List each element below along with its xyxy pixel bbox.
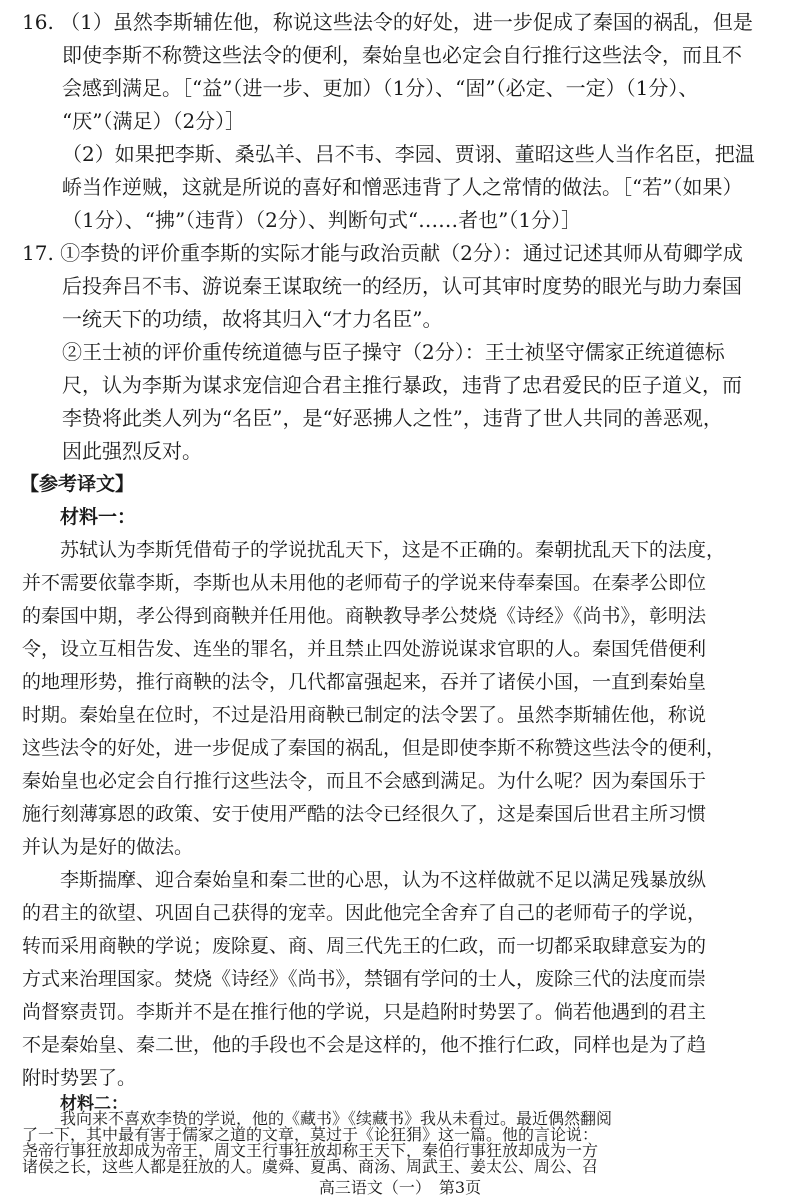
material1-line-9: 施行刻薄寡恩的政策、安于使用严酷的法令已经很久了，这是秦国后世君主所习惯 <box>22 803 707 825</box>
material1-line-1: 苏轼认为李斯凭借荀子的学说扰乱天下，这是不正确的。秦朝扰乱天下的法度， <box>60 539 726 561</box>
material1-line-17: 附时势罢了。 <box>22 1067 137 1089</box>
q16-line-5: （2）如果把李斯、桑弘羊、吕不韦、李园、贾诩、董昭这些人当作名臣，把温 <box>62 142 755 166</box>
material1-line-11: 李斯揣摩、迎合秦始皇和秦二世的心思，认为不这样做就不足以满足残暴放纵 <box>60 869 707 891</box>
material1-line-8: 秦始皇也必定会自行推行这些法令，而且不会感到满足。为什么呢？因为秦国乐于 <box>22 770 707 792</box>
material1-line-13: 转而采用商鞅的学说；废除夏、商、周三代先王的仁政，而一切都采取肆意妄为的 <box>22 935 707 957</box>
material1-line-12: 的君主的欲望、巩固自己获得的宠幸。因此他完全舍弃了自己的老师荀子的学说， <box>22 902 707 924</box>
q17-line-4: ②王士祯的评价重传统道德与臣子操守（2分）：王士祯坚守儒家正统道德标 <box>62 340 725 364</box>
q17-line-7: 因此强烈反对。 <box>62 439 202 463</box>
material1-line-16: 不是秦始皇、秦二世，他的手段也不会是这样的，他不推行仁政，同样也是为了趋 <box>22 1034 707 1056</box>
material2-line-3: 尧帝行事狂放却成为帝王，周文王行事狂放却称王天下，秦伯行事狂放却成为一方 <box>22 1141 599 1160</box>
material1-line-2: 并不需要依靠李斯，李斯也从未用他的老师荀子的学说来侍奉秦国。在秦孝公即位 <box>22 572 707 594</box>
q17-line-2: 后投奔吕不韦、游说秦王谋取统一的经历，认可其审时度势的眼光与助力秦国 <box>62 274 742 298</box>
material1-line-14: 方式来治理国家。焚烧《诗经》《尚书》，禁锢有学问的士人，废除三代的法度而崇 <box>22 968 707 990</box>
material2-line-2: 了一下，其中最有害于儒家之道的文章，莫过于《论狂狷》这一篇。他的言论说： <box>22 1125 599 1144</box>
q16-line-6: 峤当作逆贼，这就是所说的喜好和憎恶违背了人之常情的做法。［“若”（如果） <box>62 175 743 199</box>
material1-title: 材料一： <box>60 506 137 528</box>
q16-line-1: 16. （1）虽然李斯辅佐他，称说这些法令的好处，进一步促成了秦国的祸乱，但是 <box>22 10 753 34</box>
q17-line-1: 17. ①李贽的评价重李斯的实际才能与政治贡献（2分）：通过记述其师从荀卿学成 <box>22 241 743 265</box>
material1-line-3: 的秦国中期，孝公得到商鞅并任用他。商鞅教导孝公焚烧《诗经》《尚书》，彰明法 <box>22 605 707 627</box>
q16-line-4: “厌”（满足）（2分）］ <box>62 109 246 133</box>
page-footer: 高三语文（一） 第3页 <box>318 1178 482 1197</box>
material1-line-4: 令，设立互相告发、连坐的罪名，并且禁止四处游说谋求官职的人。秦国凭借便利 <box>22 638 707 660</box>
q17-line-6: 李贽将此类人列为“名臣”，是“好恶拂人之性”，违背了世人共同的善恶观， <box>62 406 723 430</box>
q17-line-5: 尺，认为李斯为谋求宠信迎合君主推行暴政，违背了忠君爱民的臣子道义，而 <box>62 373 742 397</box>
material2-line-1: 我向来不喜欢李贽的学说，他的《藏书》《续藏书》我从未看过。最近偶然翻阅 <box>60 1109 613 1128</box>
translation-heading: 【参考译文】 <box>20 473 135 495</box>
material1-line-15: 尚督察责罚。李斯并不是在推行他的学说，只是趋附时势罢了。倘若他遇到的君主 <box>22 1001 707 1023</box>
material2-title: 材料二： <box>60 1094 128 1114</box>
material1-line-6: 时期。秦始皇在位时，不过是沿用商鞅已制定的法令罢了。虽然李斯辅佐他，称说 <box>22 704 707 726</box>
q17-line-3: 一统天下的功绩，故将其归入“才力名臣”。 <box>62 307 443 331</box>
q16-line-2: 即使李斯不称赞这些法令的便利，秦始皇也必定会自行推行这些法令，而且不 <box>62 43 742 67</box>
material1-line-10: 并认为是好的做法。 <box>22 836 194 858</box>
material1-line-7: 这些法令的好处，进一步促成了秦国的祸乱，但是即使李斯不称赞这些法令的便利， <box>22 737 726 759</box>
q16-line-3: 会感到满足。［“益”（进一步、更加）（1分）、“固”（必定、一定）（1分）、 <box>62 76 699 100</box>
material2-line-4: 诸侯之长，这些人都是狂放的人。虞舜、夏禹、商汤、周武王、姜太公、周公、召 <box>22 1157 599 1176</box>
material1-line-5: 的地理形势，推行商鞅的法令，几代都富强起来，吞并了诸侯小国，一直到秦始皇 <box>22 671 707 693</box>
q16-line-7: （1分）、“拂”（违背）（2分）、判断句式“……者也”（1分）］ <box>62 208 582 232</box>
